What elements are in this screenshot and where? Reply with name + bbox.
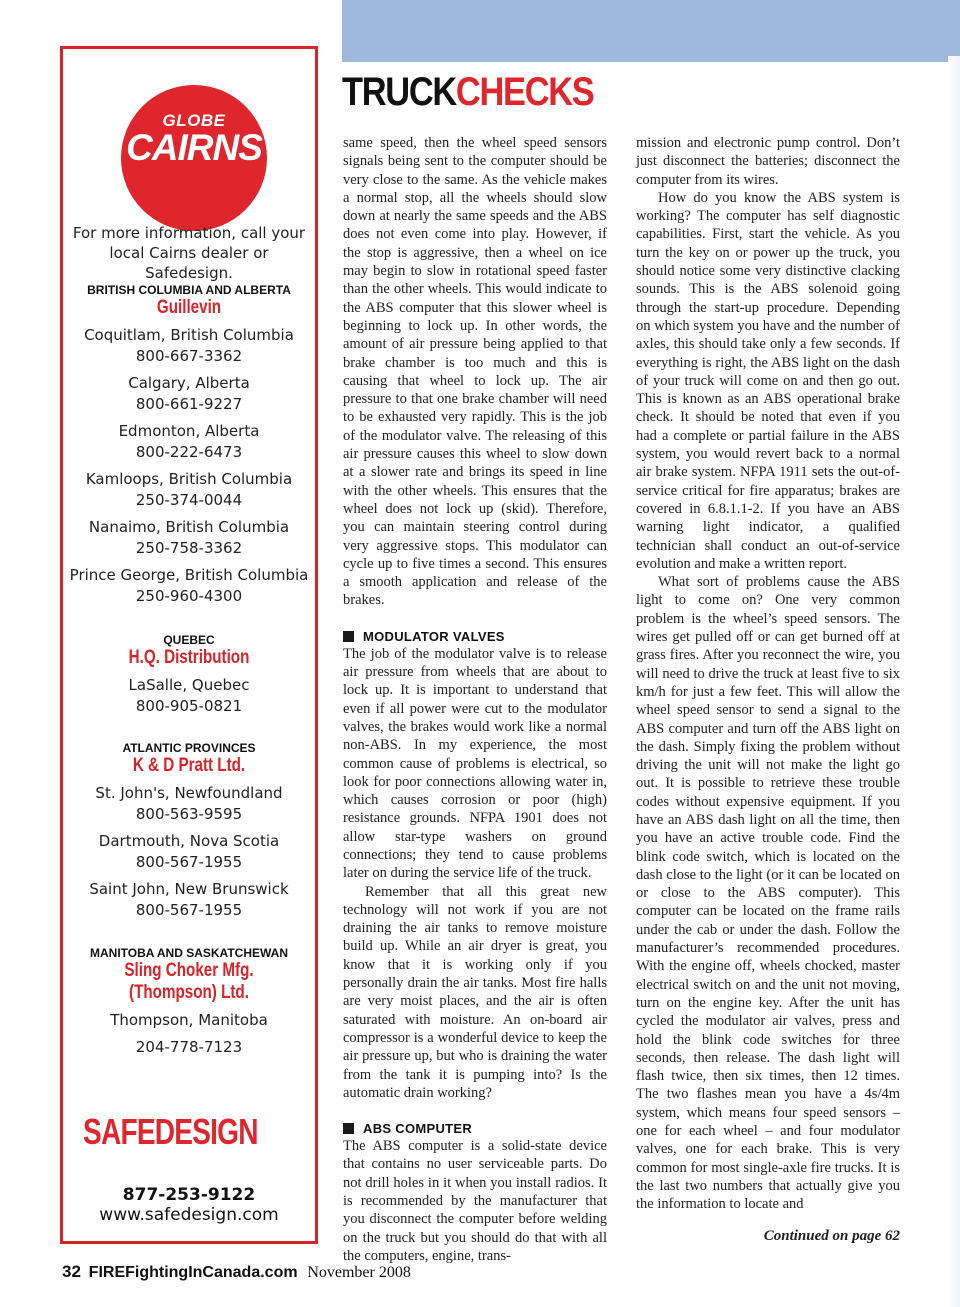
region-heading: MANITOBA AND SASKATCHEWAN xyxy=(90,946,288,960)
region-block-atlantic xyxy=(63,741,315,921)
dealer-location xyxy=(63,469,315,511)
logo-globe-text: GLOBE xyxy=(162,111,226,130)
location-phone: 800-567-1955 xyxy=(135,901,243,919)
location-phone: 250-960-4300 xyxy=(135,587,243,605)
continued-note: Continued on page 62 xyxy=(763,1228,900,1244)
location-phone: 800-905-0821 xyxy=(135,697,243,715)
location-phone: 800-661-9227 xyxy=(135,395,243,413)
article-paragraph: same speed, then the wheel speed sensors signals being sent to the computer should be very close to the same. As the vehicle makes a normal stop, all the wheels should slow down at nearly the same speeds and the ABS does not even come into play. However, if the stop is aggressive, then a wheel on ice may begin to slow in rotational speed faster than the other wheels. This would indicate to the ABS computer that this slower wheel is beginning to lock up. In other words, the amount of air pressure being applied to that brake chamber is too much and this is causing that wheel to lock up. The air pressure to that one brake chamber will need to be exhausted very rapidly. This is the job of the modulator valve. The releasing of this air pressure causes this wheel to slow down at a slower rate and brings its speed in line with the other wheels. This ensures that the wheel does not lock up (skid). Therefore, you can maintain steering control during very aggressive stops. This modulator can cycle up to five times a second. This ensures a smooth application and release of the brakes. xyxy=(343,135,607,609)
safedesign-logo xyxy=(83,1111,295,1159)
page-number: 32 xyxy=(62,1262,81,1281)
location-phone: 800-563-9595 xyxy=(135,805,243,823)
location-phone: 800-222-6473 xyxy=(135,443,243,461)
magazine-name: FIREFightingInCanada.com xyxy=(88,1264,298,1281)
sidebar-intro: For more information, call your local Cairns dealer or Safedesign. xyxy=(72,224,306,282)
article-paragraph: mission and electronic pump control. Don’t just disconnect the batteries; disconnect the computer from its wires. xyxy=(636,135,900,188)
section-title-part2: CHECKS xyxy=(455,70,594,114)
region-block-bc-alberta xyxy=(63,283,315,607)
dealer-location xyxy=(63,325,315,367)
location-city: Calgary, Alberta xyxy=(128,374,250,392)
location-city: Kamloops, British Columbia xyxy=(85,470,293,488)
section-title-part1: TRUCK xyxy=(342,70,456,114)
dealer-location xyxy=(63,373,315,415)
article-paragraph: How do you know the ABS system is working? The computer has self diagnostic capabilities. First, start the vehicle. As you turn the key on or power up the truck, you should notice some very distinctive clacking sounds. This is the ABS solenoid going through the start-up procedure. Depending on which system you have and the number of axles, this should take only a few seconds. If everything is right, the ABS light on the dash of your truck will come on and then go out. This is known as an ABS operational brake check. It should be noted that even if you had a complete or partial failure in the ABS system, you would revert back to a normal air brake system. NFPA 1911 sets the out-of-service critical for fire apparatus; brakes are covered in 6.8.1.1-2. If you have an ABS warning light indicator, a qualified technician shall conduct an out-of-service evolution and make a written report. xyxy=(636,189,900,572)
region-heading: ATLANTIC PROVINCES xyxy=(122,741,256,755)
dealer-name-line1: Sling Choker Mfg. xyxy=(124,960,254,981)
dealer-location xyxy=(63,517,315,559)
dealer-name-line2: (Thompson) Ltd. xyxy=(129,982,249,1003)
location-phone: 250-758-3362 xyxy=(135,539,243,557)
issue-date: November 2008 xyxy=(307,1264,411,1281)
location-phone: 204-778-7123 xyxy=(135,1038,243,1056)
subhead-text: ABS COMPUTER xyxy=(363,1121,473,1137)
location-city: Dartmouth, Nova Scotia xyxy=(98,832,280,850)
dealer-name: Guillevin xyxy=(156,297,222,318)
location-city: Prince George, British Columbia xyxy=(69,566,309,584)
square-bullet-icon xyxy=(343,1123,354,1134)
location-phone: 800-567-1955 xyxy=(135,853,243,871)
globe-cairns-logo xyxy=(121,85,267,231)
dealer-location xyxy=(63,879,315,921)
location-city: Edmonton, Alberta xyxy=(118,422,260,440)
page-edge-shade xyxy=(948,56,960,1307)
location-city: Thompson, Manitoba xyxy=(110,1011,268,1029)
location-city: St. John's, Newfoundland xyxy=(95,784,283,802)
subhead-modulator-valves xyxy=(343,628,607,645)
location-city: LaSalle, Quebec xyxy=(128,676,250,694)
article-paragraph: The ABS computer is a solid-state device that contains no user serviceable parts. Do not drill holes in it when you install radios. It is recommended by the manufacturer that you disconnect the computer before welding on the truck but you should do that with all the computers, engine, trans- xyxy=(343,1138,607,1264)
dealer-location xyxy=(63,565,315,607)
article-paragraph: Remember that all this great new technology will not work if you are not draining the air tanks to remove moisture build up. While an air dryer is great, you know that it is working only if you personally drain the air tanks. Most fire halls are very moist places, and the air is often saturated with moisture. An on-board air compressor is a wonderful device to keep the air pressure up, but who is draining the water from the tank it is pumping into? Is the automatic drain working? xyxy=(343,883,607,1101)
header-color-band xyxy=(342,0,960,62)
dealer-location xyxy=(63,1010,315,1058)
region-heading: BRITISH COLUMBIA AND ALBERTA xyxy=(87,283,291,297)
article-paragraph: The job of the modulator valve is to release air pressure from wheels that are about to lock up. It is important to understand that even if all power were cut to the modulator valves, the brakes would work like a normal non-ABS. In my experience, the most common cause of problems is electrical, so look for poor connections allowing water in, which causes corrosion or poor (high) resistance grounds. NFPA 1901 does not allow star-type washers on ground connections; they tend to cause problems later on during the service life of the truck. xyxy=(343,645,607,882)
dealer-location xyxy=(63,783,315,825)
location-city: Saint John, New Brunswick xyxy=(89,880,289,898)
page-footer xyxy=(62,1262,411,1282)
logo-cairns-text: CAIRNS xyxy=(126,127,262,168)
location-phone: 250-374-0044 xyxy=(135,491,243,509)
region-block-manitoba-sask xyxy=(63,946,315,1058)
article-paragraph: What sort of problems cause the ABS light to come on? One very common problem is the wheel’s speed sensors. The wires get pulled off or can get burned off at grass fires. After you reconnect the wire, you will need to drive the truck at least five to six km/h for just a few feet. This will allow the wheel speed sensor to send a signal to the ABS computer and turn off the ABS light on the dash. Simply fixing the problem without driving the unit will not make the light go out. It is possible to retrieve these trouble codes without expensive equipment. If you have an ABS dash light on all the time, then you have an active trouble code. Find the blink code switch, which is located on the dash close to the light (or it can be located on or close to the ABS computer). This computer can be located on the frame rails under the cab or under the dash. Follow the manufacturer’s recommended procedures. With the engine off, wheels chocked, master electrical switch on and the unit not moving, turn on the engine key. After the unit has cycled the modulator air valves, press and hold the blink code switches for three seconds, then release. The dash light will flash twice, then six times, then 12 times. The two flashes mean you have a 4s/4m system, which means four speed sensors – one for each wheel – and four modulator valves, one for each brake. This is very common for most single-axle fire trucks. It is the last two numbers that actually give you the information to locate and xyxy=(636,574,900,1213)
region-block-quebec xyxy=(63,633,315,717)
dealer-sidebar xyxy=(60,46,318,1244)
dealer-name: K & D Pratt Ltd. xyxy=(132,755,246,776)
square-bullet-icon xyxy=(343,631,354,642)
dealer-location xyxy=(63,675,315,717)
subhead-abs-computer xyxy=(343,1120,607,1137)
location-city: Coquitlam, British Columbia xyxy=(84,326,294,344)
safedesign-logo-text: SAFEDESIGN xyxy=(83,1111,258,1152)
dealer-location xyxy=(63,421,315,463)
location-city: Nanaimo, British Columbia xyxy=(88,518,290,536)
region-heading: QUEBEC xyxy=(163,633,215,647)
dealer-name: H.Q. Distribution xyxy=(128,647,250,668)
dealer-location xyxy=(63,831,315,873)
location-phone: 800-667-3362 xyxy=(135,347,243,365)
article-column-2 xyxy=(636,134,900,1214)
safedesign-website[interactable]: www.safedesign.com xyxy=(99,1205,279,1225)
safedesign-phone: 877-253-9122 xyxy=(122,1185,256,1205)
article-column-1 xyxy=(343,134,607,1265)
subhead-text: MODULATOR VALVES xyxy=(363,628,505,644)
section-title xyxy=(342,70,593,115)
